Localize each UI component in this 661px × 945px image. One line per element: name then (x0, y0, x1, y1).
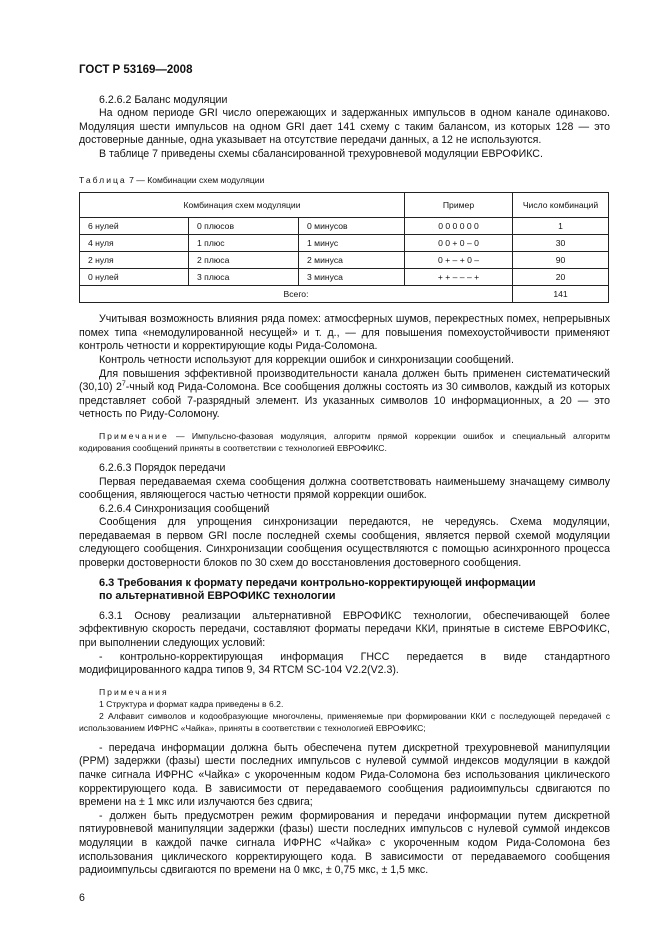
paragraph: - передача информации должна быть обеспечена путем дискретной трехуровневой манипуляции (PPM) задержки (фазы) шести последних импульсов с нулевой суммой индексов модуляции в каждой пачке сигнала ИФРНС «Чайка» с укороченным кодом Рида-Соломона без использования циклического корректирующего кода. В зависимости от передаваемого сообщения радиоимпульсы сдвигаются по времени на ± 1 мкс или излучаются без сдвига; (79, 741, 610, 809)
table-cell: 2 нуля (80, 252, 189, 269)
page-number: 6 (79, 891, 85, 904)
table-row (80, 235, 609, 252)
table-header-row (80, 193, 609, 218)
table-cell: 1 минус (299, 235, 405, 252)
note: Примечание — Импульсно-фазовая модуляция, алгоритм прямой коррекции ошибок и специальный алгоритм кодирования сообщений приняты в соответствии с технологией ЕВРОФИКС. (79, 430, 610, 453)
table-cell: 3 минуса (299, 269, 405, 286)
document-page (79, 0, 610, 945)
section-6-2-6-4-title: 6.2.6.4 Синхронизация сообщений (99, 502, 270, 515)
notes-block (79, 686, 610, 734)
document-header: ГОСТ Р 53169—2008 (79, 64, 193, 76)
paragraph: Сообщения для упрощения синхронизации передаются, не чередуясь. Схема модуляции, передаваемая в первом GRI после последней схемы сообщения, является первой схемой модуляции следующего сообщения. Синхронизации сообщения осуществляются с помощью асинхронного процесса проверки достоверности блоков по 30 схем до восстановления достоверного сообщения. (79, 516, 610, 570)
table-cell: 1 (513, 218, 609, 235)
paragraph: Контроль четности используют для коррекции ошибок и синхронизации сообщений. (99, 353, 514, 366)
table-cell: 0 0 0 0 0 0 (405, 218, 513, 235)
column-header: Число комбинаций (513, 193, 609, 218)
table-cell: 1 плюс (189, 235, 299, 252)
table-cell: 2 минуса (299, 252, 405, 269)
paragraph: Первая передаваемая схема сообщения должна соответствовать наименьшему значащему символу сообщения, являющегося частью четности прямой коррекции ошибок. (79, 475, 610, 502)
paragraph: В таблице 7 приведены схемы сбалансированной трехуровневой модуляции ЕВРОФИКС. (99, 147, 543, 160)
table-cell: 0 + – + 0 – (405, 252, 513, 269)
paragraph: На одном периоде GRI число опережающих и задержанных импульсов в одном канале одинаково. Модуляция шести импульсов на одном GRI дает 141 схему с таким балансом, из которых 128 — это достоверные данные, одна указывает на отсутствие передачи данных, а 12 не используются. (79, 107, 610, 147)
paragraph: - контрольно-корректирующая информация ГНСС передается в виде стандартного модифицированного кадра типов 9, 34 RTCM SC-104 V2.2(V2.3). (79, 650, 610, 677)
total-label: Всего: (80, 286, 513, 303)
notes-label: Примечания (99, 686, 169, 697)
table-cell: 3 плюса (189, 269, 299, 286)
table-row (80, 269, 609, 286)
modulation-table (79, 192, 609, 303)
table-cell: 2 плюса (189, 252, 299, 269)
table-cell: 30 (513, 235, 609, 252)
paragraph: Для повышения эффективной производительности канала должен быть применен систематический (30,10) $2^7$-чный код Рида-Соломона. Все сообщения должны состоять из 30 символов, каждый из которых представляет собой 7-разрядный элемент. Из указанных символов 10 информационных, а 20 — это четность по Риду-Соломону. (79, 367, 610, 421)
section-6-2-6-3-title: 6.2.6.3 Порядок передачи (99, 461, 226, 474)
table-cell: 0 минусов (299, 218, 405, 235)
column-header: Комбинация схем модуляции (80, 193, 405, 218)
total-value: 141 (513, 286, 609, 303)
paragraph: Учитывая возможность влияния ряда помех: атмосферных шумов, перекрестных помех, непрерывных помех типа «немодулированной несущей» и т. д., — для повышения помехоустойчивости применяют контроль четности и корректирующие коды Рида-Соломона. (79, 313, 610, 353)
table-cell: 20 (513, 269, 609, 286)
table-cell: + + – – – + (405, 269, 513, 286)
table-cell: 0 нулей (80, 269, 189, 286)
table-caption: Таблица 7 — Комбинации схем модуляции (79, 174, 265, 185)
table-row (80, 218, 609, 235)
table-cell: 0 0 + 0 – 0 (405, 235, 513, 252)
table-row (80, 252, 609, 269)
section-6-3-heading: 6.3 Требования к формату передачи контрольно-корректирующей информации по альтернативной ЕВРОФИКС технологии (99, 576, 536, 603)
note: 2 Алфавит символов и кодообразующие многочлены, применяемые при формировании ККИ с последующей передачей с использованием ИФРНС «Чайка», приняты в соответствии с технологией ЕВРОФИКС; (79, 710, 610, 733)
table-cell: 90 (513, 252, 609, 269)
paragraph: 6.3.1 Основу реализации альтернативной ЕВРОФИКС технологии, обеспечивающей более эффективную скорость передачи, составляют форматы передачи ККИ, принятые в системе ЕВРОФИКС, при выполнении следующих условий: (79, 609, 610, 650)
section-6-2-6-2-title: 6.2.6.2 Баланс модуляции (99, 93, 228, 106)
table-cell: 0 плюсов (189, 218, 299, 235)
table-cell: 6 нулей (80, 218, 189, 235)
table-cell: 4 нуля (80, 235, 189, 252)
table-total-row (80, 286, 609, 303)
column-header: Пример (405, 193, 513, 218)
paragraph: - должен быть предусмотрен режим формирования и передачи информации путем дискретной пятиуровневой манипуляции задержки (фазы) шести последних импульсов с нулевой суммой индексов модуляции в каждой пачке сигнала ИФРНС «Чайка» с укороченным кодом Рида-Соломона без использования циклического корректирующего кода. В зависимости от передаваемого сообщения радиоимпульсы сдвигаются по времени на 0 мкс, ± 0,75 мкс, ± 1,5 мкс. (79, 809, 610, 877)
note: 1 Структура и формат кадра приведены в 6.2. (99, 698, 284, 709)
